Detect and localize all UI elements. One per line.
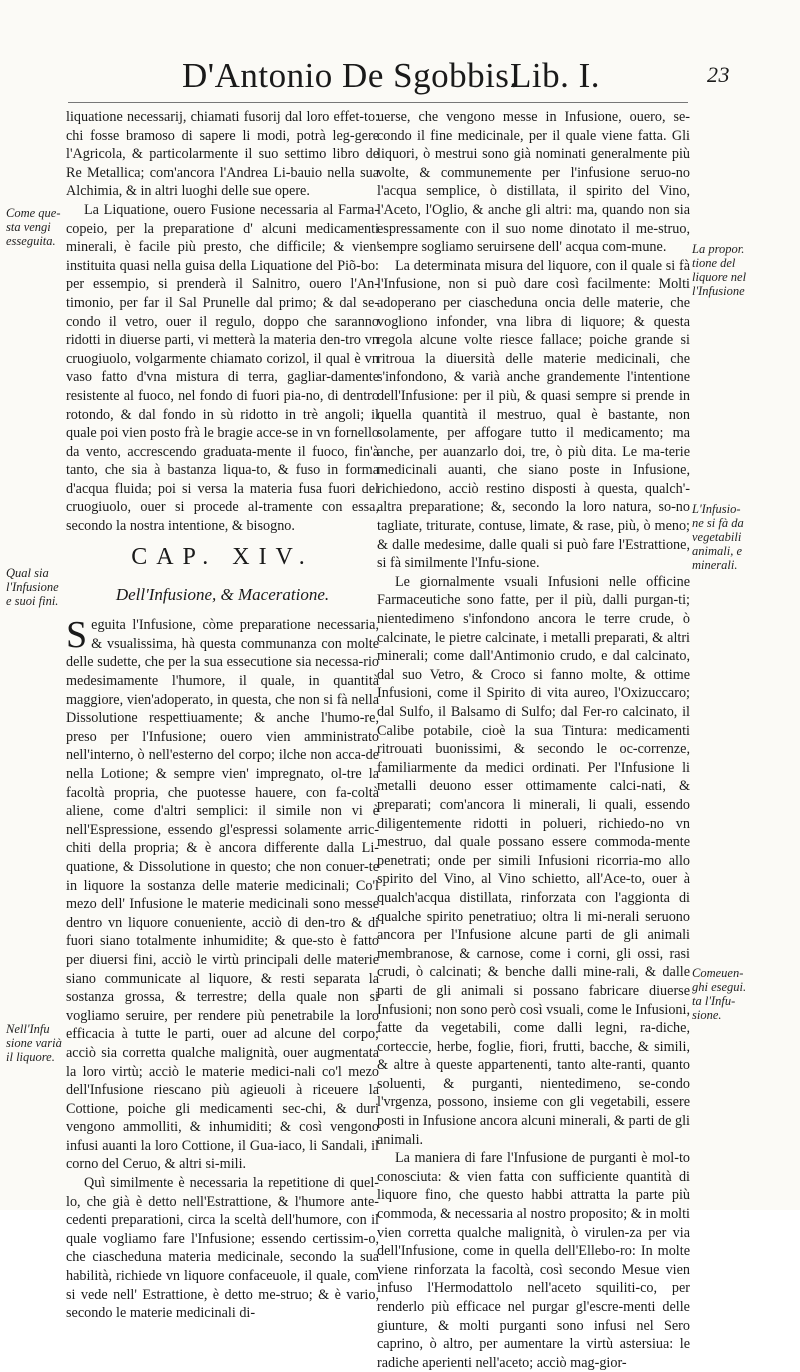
- margin-note: Comeuen-ghi esegui. ta l'Infu-sione.: [692, 966, 747, 1022]
- running-header: [170, 56, 730, 100]
- paragraph: liquatione necessarij, chiamati fusorij dal loro effet-to: chi fosse bramoso di sapere li modi, potrà leg-gere l'Agricola, & particolarmente il suo settimo libro de Re Metallica; com'ancora l'Andrea Li-bauio nella sua Alchimia, & in altri luoghi delle sue opere.: [66, 109, 379, 200]
- paragraph: La determinata misura del liquore, con il quale si fà l'Infusione, non si può dare così facilmente: Molti adoperano per ciascheduna oncia delle materie, che vogliono infonder, vna libra di liquore; & questa regola alcune volte riesce fallace; poiche grande si ritroua la diuersità delle materie medicinali, che s'infondono, & varià anche grandemente l'intentione dell'Infusione: per il più, & quasi sempre si prende in quella quantità il mestruo, qual è bastante, non solamente, per affogare tutto il medicamento; ma anche, per auanzarlo doi, tre, ò più dita. Le ma-terie medicinali auanti, che siano poste in Infusione, richiedono, acciò restino disposti à questa, qualch'-altra preparatione; &, secondo la loro natura, so-no tagliate, triturate, contuse, limate, & rase, più, ò meno; & dalle medesime, dalle quali si può fare l'Estrattione, si fà similmente l'Infu-sione.: [377, 257, 690, 572]
- margin-note: Come que-sta vengi esseguita.: [6, 206, 61, 248]
- header-title: D'Antonio De Sgobbis.: [182, 56, 519, 95]
- paragraph: Le giornalmente vsuali Infusioni nelle officine Farmaceutiche sono fatte, per il più, dalli purgan-ti; nientedimeno s'infondono ancora le terre crude, ò calcinate, le pietre calcinate, i metalli preparati, & altri minerali; come dall'Antimonio crudo, e dal calcinato, dal suo Vetro, & Croco si fanno molte, & ottime Infusioni, come il Spirito di vita aureo, l'Oxizuccaro; dal Sulfo, il Balsamo di Sulfo; dal Fer-ro calcinato, il Calibe potabile, cioè la sua Tintura: medicamenti ritrouati buonissimi, & secondo le oc-correnze, familiarmente da medici ordinati. Per l'Infusione li metalli deuono esser ottimamente calci-nati, & preparati; com'ancora li minerali, li quali, essendo diligentemente ridotti in polueri, richiedo-no vn mestruo, dal quale possano essere commoda-mente penetrati; onde per simili Infusioni ricorria-mo allo spirito del Vino, al Vino schietto, all'Ace-to, ouer à qualch'acqua distillata, rinforzata con l'aggionta di qualche spirito penetratiuo; oltra li mi-nerali seruono ancora per l'Infusione alcune parti de gli animali membranose, & carnose, come i corni, gli ossi, rasi crudi, ò calcinati; & benche dalli mine-rali, & dalle parti de gli animali si possano fabricare diuerse Infusioni; non sono però così vsuali, come le Infusioni, fatte da vegetabili, come dalli legni, ra-diche, corteccie, herbe, foglie, fiori, frutti, bacche, & simili, & altre à queste appartenenti, tanto alte-ranti, quanto soluenti, & purganti, nientedimeno, se-condo l'vrgenza, possono, insieme con gli vegetabili, essere posti in Infusione ancora alcuni minerali, & parti de gli animali.: [377, 573, 690, 1148]
- margin-note: Qual sia l'Infusione e suoi fini.: [6, 566, 59, 608]
- paragraph: uerse, che vengono messe in Infusione, ouero, se-condo il fine medicinale, per il quale viene fatta. Gli liquori, ò mestrui sono già nominati generalmente più volte, & communemente per l'infusione seruo-no l'acqua semplice, ò distillata, il spirito del Vino, l'Aceto, l'Oglio, & anche gli altri: ma, quando non sia espressamente con il suo nome dinotato il me-struo, sempre sogliamo seruirsene dell' acqua com-mune.: [377, 109, 690, 256]
- paragraph: Quì similmente è necessaria la repetitione di quel-lo, che già è detto nell'Estrattione, & l'humore ante-cedenti preparationi, circa la sceltà dell'humore, con il quale vogliamo fare l'Infusione; essendo certissim-o, che ciascheduna materia medicinale, secondo la sua habilità, richiede vn liquore confaceuole, il quale, com si vede nell' Estrattione, è detto me-struo; & è vario, secondo le materie medicinali di-: [66, 1175, 379, 1322]
- margin-note: L'Infusio-ne si fà da vegetabili animali, e minerali.: [692, 502, 744, 572]
- drop-initial: S: [66, 614, 88, 657]
- margin-note: Nell'Infu sione varià il liquore.: [6, 1022, 62, 1064]
- header-book: Lib. I.: [510, 56, 601, 95]
- margin-note: La propor. tione del liquore nel l'Infusione: [692, 242, 747, 298]
- paragraph-text: eguita l'Infusione, còme preparatione necessaria, & vsualissima, hà questa communanza con molte delle sudette, che per la sua essecutione sia necessa-rio medesimamente l'humore, il quale, in quantità maggiore, vien'adoperato, in questa, che non si fà nella Dissolutione respettiuamente; & anche l'humo-re, preso per l'Infusione; ouero vien amministrato nell'interno, ò nell'esterno del corpo; ilche non acca-de nella Lotione; & sempre vien' impregnato, ol-tre la facoltà propria, che puotesse hauere, con fa-coltà aliene, come d'altri semplici: il simile non vi è nell'Espressione, essendo gl'espressi solamente arric-chiti della propria; & è ancora differente dalla Li-quatione, & Dissolutione in questo; che non conuer-te in liquore la sostanza delle materie medicinali; Co'l mezo dell' Infusione le materie medicinali sono messe dentro vn liquore conueniente, acciò di den-tro & di fuori siano totalmente inhumidite; & que-sto è fatto per diuersi fini, acciò le virtù principali delle materie siano communicate al liquore, & resti separata la sostanza grossa, & terrestre; della quale non si vogliamo seruire, per rendere più penetrabile la loro efficacia à tutte le parti, ouer ad alcune del corpo; acciò sia corretta qualche malignità, ouer augmentata la loro virtù; acciò le materie medici-nali co'l mezo dell'Infusione riescano più agieuoli à riceuere la Cottione, poiche gli medicamenti sec-chi, & duri vengono ammolliti, & inhumiditi; & così vengono infusi auanti la loro Cottione, il Gua-iaco, li Sandali, il corno del Ceruo, & altri si-mili.: [66, 617, 379, 1173]
- header-rule: [68, 102, 688, 103]
- right-column: [377, 108, 690, 1371]
- chapter-title: Dell'Infusione, & Maceratione.: [115, 584, 330, 604]
- page-number: 23: [707, 62, 730, 87]
- left-column: [66, 108, 379, 1322]
- chapter-heading: CAP. XIV.: [131, 543, 314, 570]
- paragraph: La Liquatione, ouero Fusione necessaria al Farma-copeio, per la preparatione d' alcuni medicamenti minerali, è facile più presto, che difficile; & vien' instituita quasi nella guisa della Liquatione del Piõ-bo: per essempio, si prenderà il Salnitro, ouero l'An-timonio, per far il Sal Prunelle dal primo; & dal se-condo il vetro, ouer il regulo, doppo che saranno ridotti in diuerse parti, vi metterà la materia den-tro vn cruogiuolo, volgarmente chiamato corizol, il qual è vn vaso fatto d'vna mistura di terra, gagliar-damente resistente al fuoco, nel fondo di fuori pia-no, di dentro rotondo, & dal fondo in sù ridotto in trè angoli; il quale poi vien posto frà le bragie acce-se in vn fornello da vento, accrescendo graduata-mente il fuoco, fin'à tanto, che sia à bastanza liqua-to, & fuso in forma d'acqua fluida; poi si versa la materia fusa fuori del cruogiuolo, ouer si procede al-tramente con essa, secondo la nostra intentione, & bisogno.: [66, 201, 379, 535]
- paragraph: [66, 616, 379, 1174]
- paragraph: La maniera di fare l'Infusione de purganti è mol-to conosciuta: & vien fatta con sufficiente quantità di liquore fino, che questo habbi attratta la parte più commoda, & necessaria al nostro proposito; & in molti vien corretta qualche malignità, ò virulen-za per via dell'Infusione, come in quella dell'Ellebo-ro: In molte viene rinforzata la facoltà, così secondo Mesue vien infuso l'Hermodattolo nell'aceto squiliti-co, per renderlo più efficace nel purgar gl'escre-menti delle giunture, & molti purganti sono infusi nel Sero caprino, ò altro, per aumentare la virtù astersiua: le radiche aperienti nell'aceto; acciò mag-gior-: [377, 1150, 690, 1371]
